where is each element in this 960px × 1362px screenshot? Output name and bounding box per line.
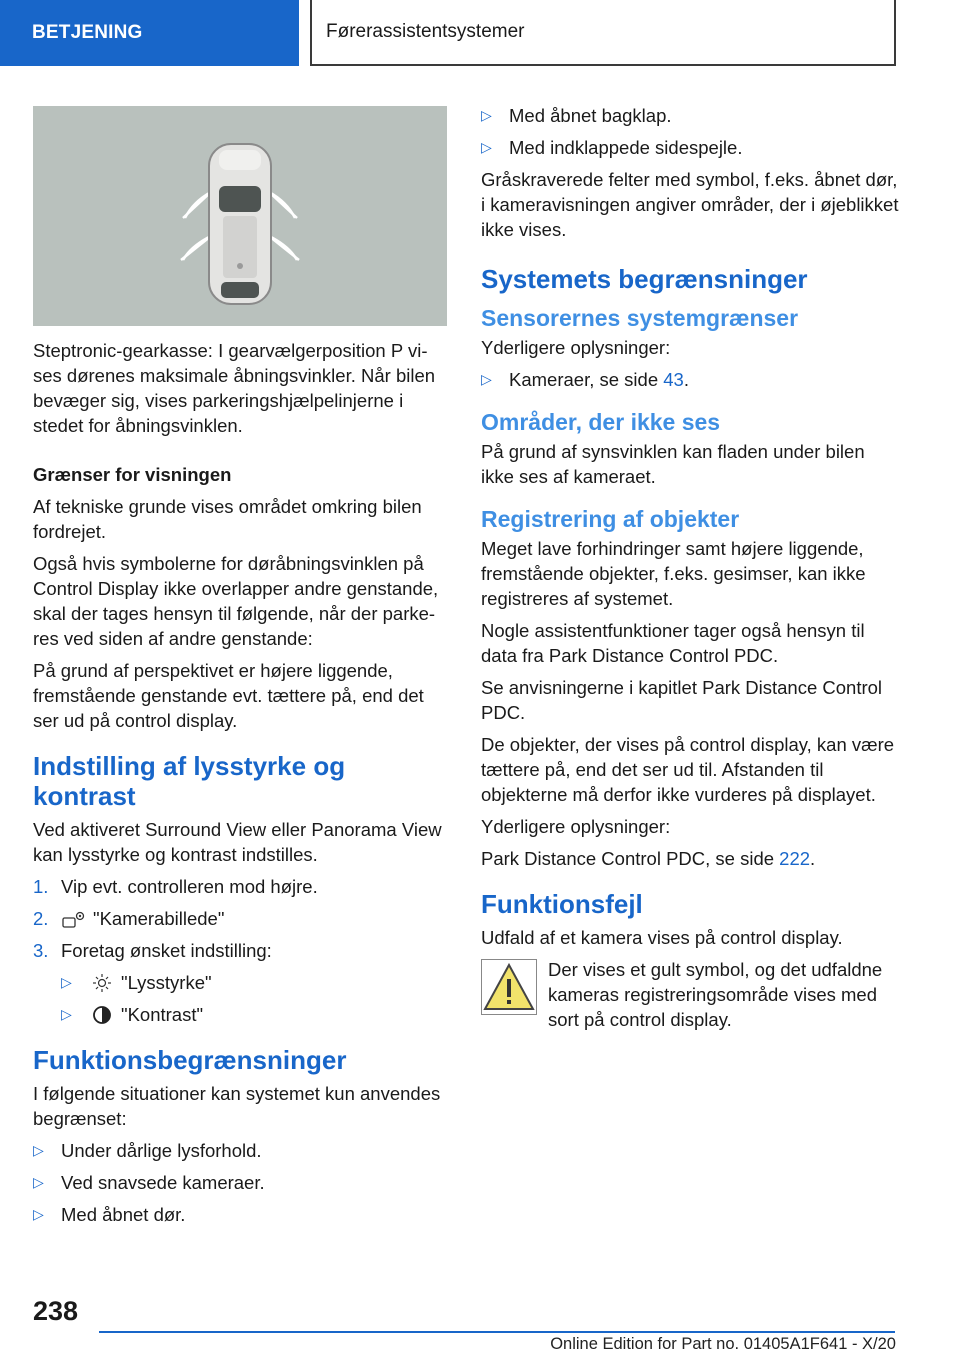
chapter-header	[310, 0, 896, 66]
car-top-view-figure	[33, 106, 447, 326]
list-item: ▷ Under dårlige lysforhold.	[33, 1140, 262, 1161]
warning-note	[481, 957, 899, 1032]
triangle-bullet-icon: ▷	[481, 107, 492, 123]
step-text: Vip evt. controlleren mod højre.	[61, 876, 318, 897]
detection-paragraph-4: De objekter, der vises på control display, kan være tættere på, end det ser ud til. Afstanden til objekterne må derfor ikke vurderes på displayet.	[481, 734, 895, 805]
list-item: ▷ Med indklappede sidespejle.	[481, 137, 743, 158]
footer-edition: Online Edition for Part no. 01405A1F641 - X/20	[550, 1335, 896, 1353]
page-link-43[interactable]: 43	[663, 369, 684, 390]
malfunction-heading: Funktionsfejl	[481, 889, 643, 919]
pdc-reference: Park Distance Control PDC, se side 222.	[481, 848, 816, 869]
triangle-bullet-icon: ▷	[33, 1142, 44, 1158]
list-item: ▷ Ved snavsede kameraer.	[33, 1172, 265, 1193]
limits-heading: Grænser for visningen	[33, 464, 232, 485]
step-text: "Kamerabillede"	[93, 908, 225, 929]
grey-area-paragraph: Gråskraverede felter med symbol, f.eks. åbnet dør, i kameravisningen angiver områder, der i øjeblikket ikke vises.	[481, 169, 899, 240]
list-item: ▷ Med åbnet bagklap.	[481, 105, 672, 126]
footer-divider	[99, 1331, 895, 1333]
unseen-areas-text: På grund af synsvinklen kan fladen under bilen ikke ses af kameraet.	[481, 441, 865, 487]
section-title: BETJENING	[32, 22, 143, 43]
detection-paragraph-1: Meget lave forhindringer samt højere liggende, fremstående objekter, f.eks. gesimser, kan ikke registreres af systemet.	[481, 538, 866, 609]
triangle-bullet-icon: ▷	[61, 1006, 72, 1022]
right-column	[481, 103, 899, 1032]
warning-text: Der vises et gult symbol, og det udfaldne kameras registreringsområde vises med sort på control display.	[548, 959, 883, 1030]
unseen-areas-heading: Områder, der ikke ses	[481, 409, 721, 435]
triangle-bullet-icon: ▷	[61, 974, 72, 990]
list-item: ▷ Kameraer, se side 43.	[481, 369, 689, 390]
chapter-title: Førerassistentsystemer	[326, 21, 525, 42]
detection-paragraph-3: Se anvisningerne i kapitlet Park Distance Control PDC.	[481, 677, 883, 723]
step-3	[33, 938, 449, 963]
triangle-bullet-icon: ▷	[33, 1174, 44, 1190]
brightness-icon	[89, 973, 115, 993]
option-brightness	[61, 970, 449, 995]
sensor-more-info: Yderligere oplysninger:	[481, 337, 671, 358]
contrast-icon	[89, 1005, 115, 1025]
option-text: "Kontrast"	[121, 1004, 204, 1025]
step-text: Foretag ønsket indstilling:	[61, 940, 272, 961]
step-number: 1.	[33, 876, 49, 897]
function-limits-intro: I følgende situationer kan systemet kun anvendes begrænset:	[33, 1083, 441, 1129]
step-2	[33, 906, 449, 931]
limits-paragraph-2: Også hvis symbolerne for døråbningsvinklen på Control Display ikke overlapper andre genstande, skal der tages hensyn til følgende, når der parkeres ved siden af andre genstande:	[33, 553, 439, 649]
option-text: "Lysstyrke"	[121, 972, 212, 993]
detection-more-info: Yderligere oplysninger:	[481, 816, 671, 837]
limits-paragraph-1: Af tekniske grunde vises området omkring bilen fordrejet.	[33, 496, 422, 542]
brightness-heading: Indstilling af lysstyrke og kontrast	[33, 751, 346, 811]
section-tab	[0, 0, 299, 66]
triangle-bullet-icon: ▷	[481, 139, 492, 155]
figure-caption: Steptronic-gearkasse: I gearvælgerposition P vises dørenes maksimale åbningsvinkler. Når bilen bevæger sig, vises parkeringshjælpelinjerne i stedet for åbningsvinklen.	[33, 340, 436, 436]
page-number: 238	[33, 1296, 79, 1326]
step-number: 2.	[33, 908, 49, 929]
triangle-bullet-icon: ▷	[33, 1206, 44, 1222]
brightness-intro: Ved aktiveret Surround View eller Panorama View kan lysstyrke og kontrast indstilles.	[33, 819, 442, 865]
page-link-222[interactable]: 222	[779, 848, 811, 869]
camera-settings-icon	[61, 910, 87, 930]
object-detection-heading: Registrering af objekter	[481, 506, 740, 532]
triangle-bullet-icon: ▷	[481, 371, 492, 387]
detection-paragraph-2: Nogle assistentfunktioner tager også hensyn til data fra Park Distance Control PDC.	[481, 620, 865, 666]
function-limits-heading: Funktionsbegrænsninger	[33, 1045, 347, 1075]
sensor-limits-heading: Sensorernes systemgrænser	[481, 305, 799, 331]
limits-paragraph-3: På grund af perspektivet er højere liggende, fremstående genstande evt. tættere på, end det ser ud på control display.	[33, 660, 424, 731]
left-column	[33, 106, 449, 1234]
system-limits-heading: Systemets begrænsninger	[481, 264, 808, 294]
step-number: 3.	[33, 940, 49, 961]
warning-triangle-icon	[481, 959, 537, 1015]
list-item: ▷ Med åbnet dør.	[33, 1204, 186, 1225]
step-1	[33, 874, 449, 899]
car-door-angles-illustration	[33, 106, 447, 326]
option-contrast	[61, 1002, 449, 1027]
malfunction-text: Udfald af et kamera vises på control display.	[481, 927, 843, 948]
